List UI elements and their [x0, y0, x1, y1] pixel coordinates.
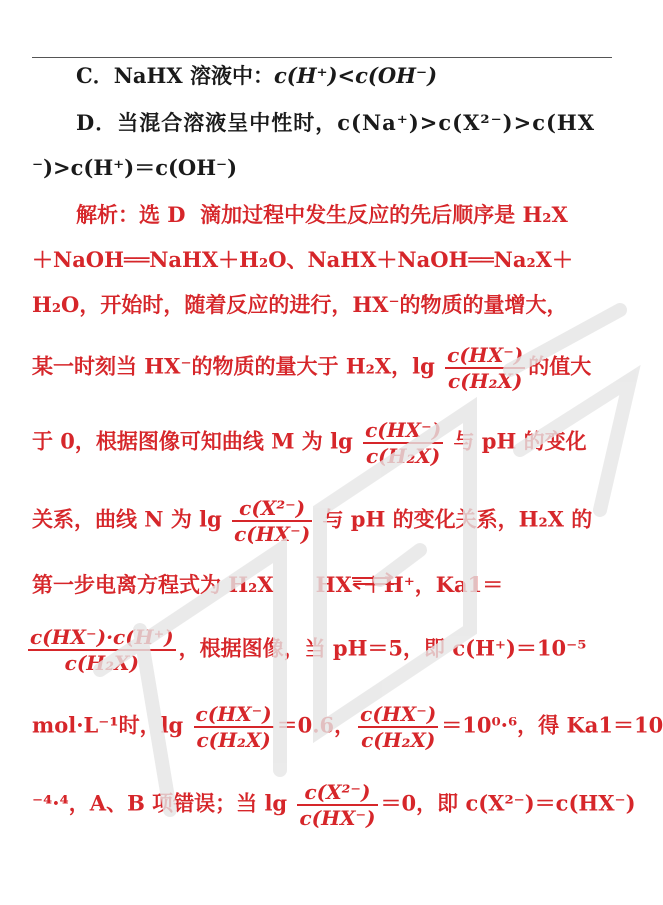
fraction-ka1: [28, 625, 176, 675]
fraction-numerator: c(HX⁻)·c(H⁺): [30, 625, 174, 649]
analysis-text-2: ＋NaOH══NaHX＋H₂O、NaHX＋NaOH══Na₂X＋: [32, 247, 573, 272]
fraction-denominator: c(H₂X): [361, 728, 436, 752]
fraction-x2-hx: [232, 496, 312, 546]
analysis-line-4: [32, 343, 591, 393]
fraction-numerator: c(HX⁻): [365, 418, 442, 442]
analysis-line-9: [32, 702, 663, 752]
analysis-text-3: H₂O，开始时，随着反应的进行，HX⁻的物质的量增大，: [32, 292, 568, 317]
analysis-text-9a: mol·L⁻¹时，lg: [32, 712, 184, 738]
option-d-expr1: c(Na⁺)>c(X²⁻)>c(HX: [337, 110, 596, 135]
analysis-line-2: [32, 247, 573, 273]
fraction-denominator: c(H₂X): [365, 444, 441, 468]
option-c-expr: c(H⁺)<c(OH⁻): [273, 63, 438, 88]
analysis-label: 解析：: [76, 202, 139, 227]
fraction-hx-h2x-4: [358, 702, 438, 752]
option-d-text: 当混合溶液呈中性时，: [117, 110, 338, 135]
option-c: [76, 63, 437, 89]
analysis-text-10a: ⁻⁴·⁴，A、B 项错误；当 lg: [32, 790, 288, 816]
fraction-denominator: c(HX⁻): [234, 522, 311, 546]
analysis-line-6: [32, 496, 592, 546]
fraction-numerator: c(X²⁻): [232, 496, 312, 522]
analysis-line-8: [28, 625, 586, 675]
top-divider: [32, 57, 612, 58]
option-d-expr2: ⁻)>c(H⁺)＝c(OH⁻): [32, 155, 238, 180]
watermark-graphic: [40, 250, 640, 850]
analysis-text-5a: 于 0，根据图像可知曲线 M 为 lg: [32, 428, 353, 454]
analysis-text-6b: 与 pH 的变化关系，H₂X 的: [322, 506, 593, 532]
analysis-line-3: [32, 292, 568, 318]
fraction-numerator: c(X²⁻): [297, 780, 377, 806]
analysis-text-1: 滴加过程中发生反应的先后顺序是 H₂X: [200, 202, 568, 227]
analysis-text-4a: 某一时刻当 HX⁻的物质的量大于 H₂X，lg: [32, 353, 435, 379]
fraction-numerator: c(HX⁻): [360, 702, 437, 726]
option-c-letter: C．: [76, 63, 114, 88]
analysis-line-10: [32, 780, 636, 830]
analysis-text-9c: ＝10⁰·⁶，得 Ka1＝10: [441, 712, 663, 738]
analysis-text-10b: ＝0，即 c(X²⁻)＝c(HX⁻): [380, 790, 636, 816]
analysis-line-1: [76, 202, 568, 228]
fraction-denominator: c(H₂X): [448, 369, 523, 393]
fraction-numerator: c(HX⁻): [447, 343, 524, 367]
fraction-hx-h2x-2: [363, 418, 443, 468]
fraction-x2-hx-2: [297, 780, 377, 830]
fraction-denominator: c(H₂X): [64, 651, 139, 675]
option-d-letter: D．: [76, 110, 118, 135]
analysis-text-5b: 与 pH 的变化: [453, 428, 587, 454]
analysis-text-6a: 关系，曲线 N 为 lg: [32, 506, 222, 532]
fraction-hx-h2x-3: [194, 702, 274, 752]
analysis-line-5: [32, 418, 587, 468]
reversible-arrow-icon: [348, 570, 398, 590]
analysis-text-7: 第一步电离方程式为 H₂X HX⁻＋H⁺，Ka1＝: [32, 572, 504, 597]
analysis-choice: 选 D: [139, 202, 186, 227]
fraction-hx-h2x: [445, 343, 525, 393]
fraction-numerator: c(HX⁻): [195, 702, 272, 726]
analysis-text-9b: ＝0.6，: [276, 712, 356, 738]
analysis-text-8b: ，根据图像，当 pH＝5，即 c(H⁺)＝10⁻⁵: [178, 635, 587, 661]
option-d: [76, 110, 595, 136]
fraction-denominator: c(HX⁻): [299, 806, 376, 830]
fraction-denominator: c(H₂X): [196, 728, 271, 752]
analysis-text-4b: 的值大: [528, 353, 592, 379]
analysis-line-7: [32, 572, 503, 598]
option-c-text: NaHX 溶液中：: [113, 63, 274, 88]
option-d-cont: [32, 155, 237, 181]
